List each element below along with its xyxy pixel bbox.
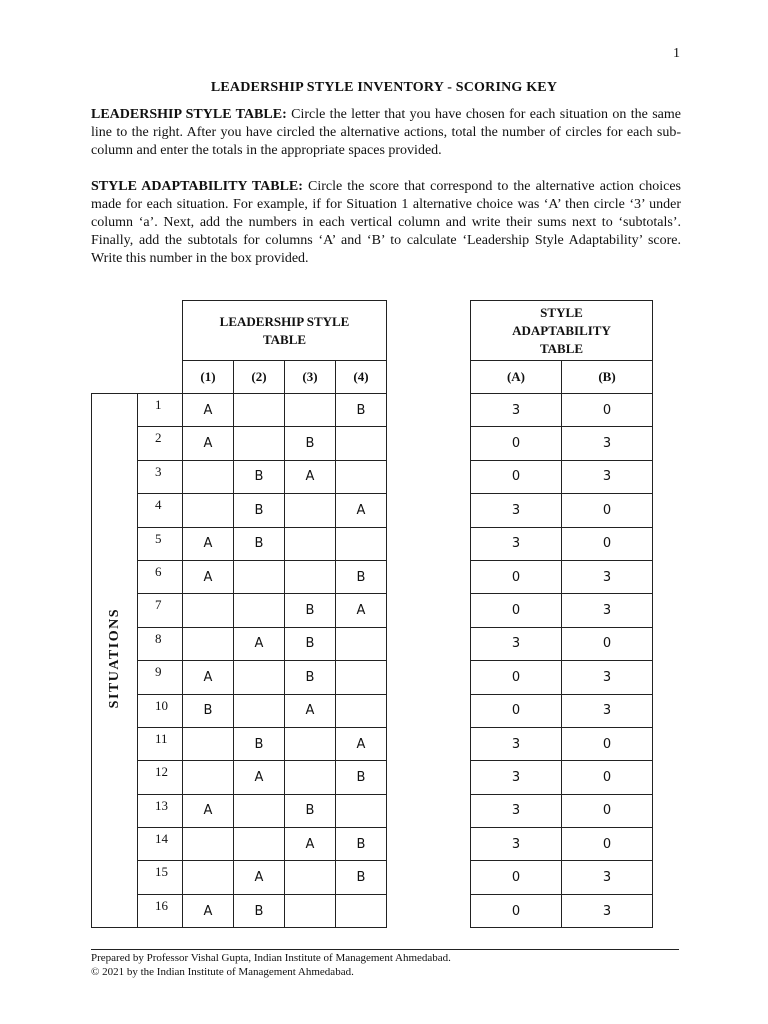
- adaptability-score-cell: 3: [471, 794, 562, 827]
- style-choice-cell: B: [234, 460, 285, 493]
- adaptability-score-cell: 3: [562, 661, 653, 694]
- style-choice-cell: [336, 694, 387, 727]
- style-choice-cell: A: [336, 494, 387, 527]
- style-choice-cell: B: [336, 761, 387, 794]
- style-choice-cell: B: [336, 394, 387, 427]
- situation-number: 15: [138, 861, 183, 894]
- style-choice-cell: [183, 494, 234, 527]
- style-choice-cell: A: [234, 627, 285, 660]
- footer-divider: [91, 949, 679, 950]
- adaptability-score-cell: 0: [562, 727, 653, 760]
- table-row: [471, 560, 653, 593]
- style-choice-cell: A: [285, 694, 336, 727]
- table-row: [471, 460, 653, 493]
- situation-number: 10: [138, 694, 183, 727]
- adaptability-score-cell: 0: [471, 661, 562, 694]
- style-choice-cell: [234, 661, 285, 694]
- situation-number: 9: [138, 661, 183, 694]
- style-choice-cell: [336, 627, 387, 660]
- adaptability-instructions: [91, 178, 681, 268]
- adaptability-score-cell: 3: [562, 894, 653, 927]
- style-choice-cell: A: [234, 761, 285, 794]
- situation-number: 4: [138, 494, 183, 527]
- table-row: [471, 794, 653, 827]
- adaptability-score-cell: 3: [562, 694, 653, 727]
- adaptability-score-cell: 3: [471, 494, 562, 527]
- adaptability-score-cell: 0: [562, 761, 653, 794]
- style-choice-cell: [183, 861, 234, 894]
- footer-credit: Prepared by Professor Vishal Gupta, Indian Institute of Management Ahmedabad.: [91, 952, 451, 964]
- table-row: [471, 861, 653, 894]
- situation-number: 13: [138, 794, 183, 827]
- leadership-style-table: [91, 300, 387, 928]
- situation-number: 5: [138, 527, 183, 560]
- adaptability-column-header: (B): [562, 361, 653, 394]
- style-choice-cell: B: [234, 727, 285, 760]
- style-choice-cell: [285, 727, 336, 760]
- adaptability-score-cell: 3: [471, 527, 562, 560]
- style-column-header: (1): [183, 361, 234, 394]
- style-choice-cell: A: [183, 394, 234, 427]
- style-choice-cell: [285, 527, 336, 560]
- style-choice-cell: [234, 560, 285, 593]
- situation-number: 1: [138, 394, 183, 427]
- style-choice-cell: A: [183, 527, 234, 560]
- style-choice-cell: B: [336, 828, 387, 861]
- table-row: [471, 627, 653, 660]
- table-row: [471, 761, 653, 794]
- adaptability-score-cell: 3: [471, 727, 562, 760]
- adaptability-instructions-text: Circle the score that correspond to the alternative action choices made for each situation. For example, if for Situation 1 alternative choice was ‘A’ then circle ‘3’ under column ‘a’. Next, add the numbers in each vertical column and write their sums next to ‘subtotals’. Finally, add the subtotals for columns ‘A’ and ‘B’ to calculate ‘Leadership Style Adaptability’ score. Write this number in the box provided.: [91, 179, 681, 266]
- style-adaptability-table-heading: [471, 301, 653, 361]
- situation-number: 2: [138, 427, 183, 460]
- table-row: [471, 828, 653, 861]
- style-choice-cell: A: [183, 661, 234, 694]
- style-table-instructions: [91, 106, 681, 160]
- blank-corner: [92, 301, 183, 361]
- adaptability-column-header: (A): [471, 361, 562, 394]
- style-choice-cell: [336, 894, 387, 927]
- style-table-instructions-text: Circle the letter that you have chosen for each situation on the same line to the right. After you have circled the alternative actions, total the number of circles for each sub-column and enter the totals in the appropriate spaces provided.: [91, 107, 681, 158]
- style-choice-cell: [183, 761, 234, 794]
- style-choice-cell: B: [234, 527, 285, 560]
- style-column-header: (2): [234, 361, 285, 394]
- style-choice-cell: B: [285, 627, 336, 660]
- style-choice-cell: [336, 661, 387, 694]
- style-choice-cell: [234, 394, 285, 427]
- adaptability-score-cell: 3: [471, 761, 562, 794]
- style-choice-cell: [183, 828, 234, 861]
- style-choice-cell: A: [234, 861, 285, 894]
- table-row: [471, 494, 653, 527]
- adaptability-score-cell: 0: [562, 527, 653, 560]
- style-choice-cell: B: [336, 560, 387, 593]
- situation-number: 14: [138, 828, 183, 861]
- style-choice-cell: [336, 427, 387, 460]
- style-choice-cell: B: [234, 894, 285, 927]
- adaptability-score-cell: 0: [471, 594, 562, 627]
- blank-corner: [92, 361, 183, 394]
- style-choice-cell: A: [285, 460, 336, 493]
- style-choice-cell: A: [183, 794, 234, 827]
- situation-number: 6: [138, 560, 183, 593]
- table-row: [92, 394, 387, 427]
- style-choice-cell: [285, 394, 336, 427]
- adaptability-score-cell: 0: [562, 627, 653, 660]
- style-choice-cell: [285, 894, 336, 927]
- page-number: 1: [673, 46, 680, 61]
- style-choice-cell: [183, 460, 234, 493]
- adaptability-instructions-heading: STYLE ADAPTABILITY TABLE:: [91, 179, 303, 194]
- adaptability-score-cell: 0: [562, 494, 653, 527]
- adaptability-score-cell: 3: [471, 627, 562, 660]
- style-choice-cell: [234, 828, 285, 861]
- style-choice-cell: B: [285, 661, 336, 694]
- adaptability-score-cell: 3: [562, 427, 653, 460]
- adaptability-score-cell: 3: [471, 394, 562, 427]
- style-choice-cell: A: [183, 894, 234, 927]
- situation-number: 16: [138, 894, 183, 927]
- table-row: [471, 694, 653, 727]
- table-row: [471, 727, 653, 760]
- table-row: [471, 661, 653, 694]
- adaptability-score-cell: 0: [562, 828, 653, 861]
- style-choice-cell: B: [336, 861, 387, 894]
- adaptability-score-cell: 3: [562, 560, 653, 593]
- style-choice-cell: [183, 627, 234, 660]
- adaptability-score-cell: 3: [562, 460, 653, 493]
- style-choice-cell: B: [285, 594, 336, 627]
- style-choice-cell: B: [285, 427, 336, 460]
- situations-side-label: [92, 394, 138, 928]
- style-choice-cell: [285, 761, 336, 794]
- situation-number: 3: [138, 460, 183, 493]
- adaptability-score-cell: 0: [471, 460, 562, 493]
- style-choice-cell: B: [285, 794, 336, 827]
- situation-number: 11: [138, 727, 183, 760]
- situation-number: 7: [138, 594, 183, 627]
- adaptability-score-cell: 3: [562, 594, 653, 627]
- style-choice-cell: [183, 727, 234, 760]
- style-choice-cell: B: [234, 494, 285, 527]
- adaptability-score-cell: 0: [471, 560, 562, 593]
- style-choice-cell: [336, 794, 387, 827]
- situations-label-text: SITUATIONS: [106, 608, 122, 709]
- table-row: [471, 394, 653, 427]
- adaptability-score-cell: 0: [471, 861, 562, 894]
- style-choice-cell: [234, 427, 285, 460]
- style-choice-cell: [234, 694, 285, 727]
- style-choice-cell: [183, 594, 234, 627]
- table-row: [471, 894, 653, 927]
- leadership-style-table-heading: [183, 301, 387, 361]
- style-adaptability-table: [470, 300, 653, 928]
- situation-number: 8: [138, 627, 183, 660]
- style-choice-cell: B: [183, 694, 234, 727]
- style-choice-cell: A: [336, 727, 387, 760]
- style-choice-cell: A: [183, 560, 234, 593]
- adaptability-score-cell: 0: [562, 394, 653, 427]
- table-row: [471, 594, 653, 627]
- style-choice-cell: [285, 494, 336, 527]
- table-row: [471, 527, 653, 560]
- style-column-header: (4): [336, 361, 387, 394]
- style-adaptability-table-heading-text: STYLE ADAPTABILITY TABLE: [512, 304, 611, 356]
- footer-copyright: © 2021 by the Indian Institute of Management Ahmedabad.: [91, 966, 354, 978]
- style-column-header: (3): [285, 361, 336, 394]
- adaptability-score-cell: 0: [562, 794, 653, 827]
- adaptability-score-cell: 0: [471, 694, 562, 727]
- table-row: [471, 427, 653, 460]
- page-title: LEADERSHIP STYLE INVENTORY - SCORING KEY: [210, 80, 558, 95]
- adaptability-score-cell: 0: [471, 894, 562, 927]
- adaptability-score-cell: 3: [562, 861, 653, 894]
- style-table-instructions-heading: LEADERSHIP STYLE TABLE:: [91, 107, 287, 122]
- situation-number: 12: [138, 761, 183, 794]
- style-choice-cell: [336, 460, 387, 493]
- style-choice-cell: A: [183, 427, 234, 460]
- style-choice-cell: A: [285, 828, 336, 861]
- adaptability-score-cell: 0: [471, 427, 562, 460]
- style-choice-cell: [285, 560, 336, 593]
- style-choice-cell: [234, 794, 285, 827]
- style-choice-cell: [285, 861, 336, 894]
- style-choice-cell: [336, 527, 387, 560]
- adaptability-score-cell: 3: [471, 828, 562, 861]
- style-choice-cell: [234, 594, 285, 627]
- style-choice-cell: A: [336, 594, 387, 627]
- leadership-style-table-heading-text: LEADERSHIP STYLE TABLE: [219, 313, 350, 347]
